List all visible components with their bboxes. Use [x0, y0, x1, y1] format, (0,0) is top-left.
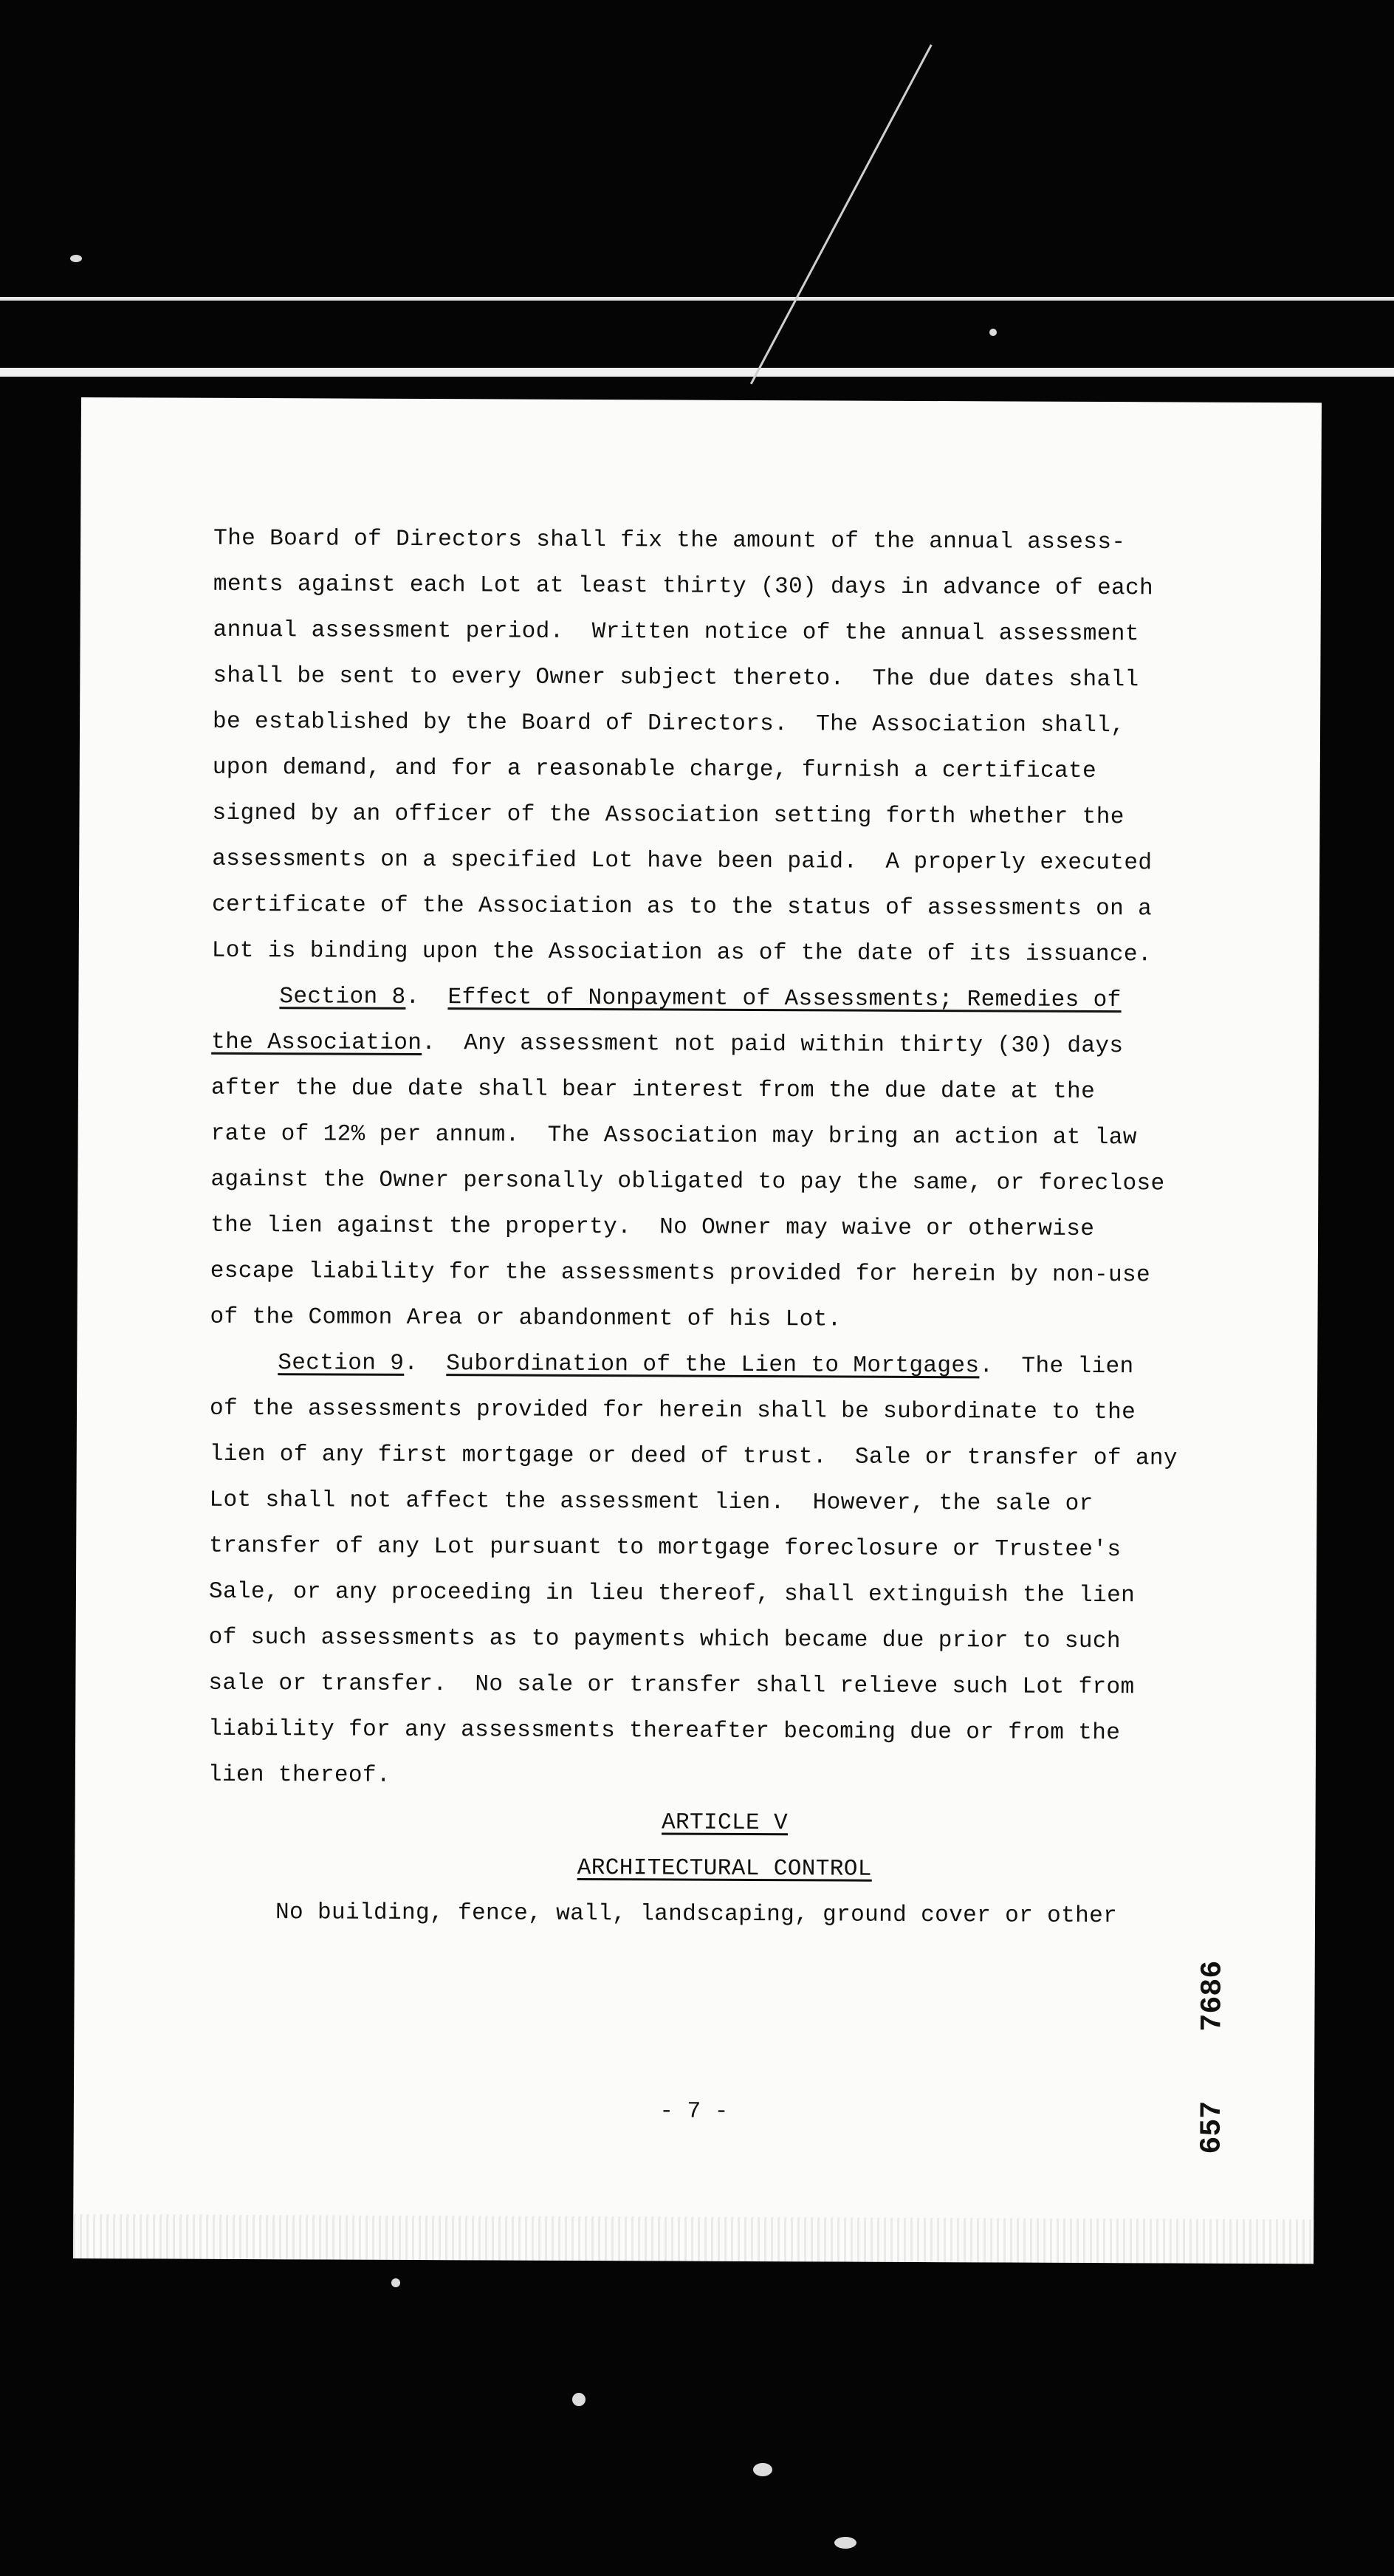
text-line: No building, fence, wall, landscaping, ground cover or other [275, 1900, 1118, 1930]
recording-book-number: 7686 [1196, 1960, 1230, 2032]
text-line: Lot is binding upon the Association as of the date of its issuance. [211, 937, 1152, 968]
section-8-title-continued: the Association [211, 1029, 422, 1057]
text-line: Lot shall not affect the assessment lien. However, the sale or [209, 1487, 1093, 1517]
scan-speck [391, 2278, 400, 2287]
text-line: of the Common Area or abandonment of his Lot. [210, 1304, 842, 1333]
document-body [207, 516, 1247, 1940]
scan-artifact-band [0, 368, 1394, 377]
scan-noise-strip [73, 2214, 1314, 2264]
section-8-heading-line-2 [211, 1020, 1245, 1070]
text-line: certificate of the Association as to the status of assessments on a [211, 891, 1153, 922]
text-line: of the assessments provided for herein shall be subordinate to the [209, 1395, 1136, 1426]
text-line: shall be sent to every Owner subject thereto. The due dates shall [213, 662, 1139, 693]
text-line: The Board of Directors shall fix the amount of the annual assess- [213, 525, 1126, 556]
scan-artifact-band [0, 297, 1394, 301]
text-line: against the Owner personally obligated to pay the same, or foreclose [210, 1166, 1165, 1197]
scan-speck [834, 2537, 856, 2549]
section-8-heading-line: Section 8. Effect of Nonpayment of Assessments; Remedies of [279, 984, 1122, 1014]
recording-page-number: 657 [1195, 2100, 1229, 2154]
text-line: lien of any first mortgage or deed of trust. Sale or transfer of any [209, 1441, 1178, 1472]
scan-speck [989, 329, 997, 336]
scan-speck [572, 2393, 586, 2406]
text-line: transfer of any Lot pursuant to mortgage foreclosure or Trustee's [209, 1532, 1122, 1563]
section-8-label: Section 8 [279, 984, 406, 1010]
section-8-title: Effect of Nonpayment of Assessments; Remedies of [447, 984, 1122, 1014]
text-line: rate of 12% per annum. The Association may bring an action at law [210, 1120, 1137, 1151]
article-number: ARTICLE V [661, 1809, 789, 1837]
text-line: assessments on a specified Lot have been paid. A properly executed [212, 846, 1153, 877]
paragraph-assessment-notice [212, 516, 1248, 979]
text-line: the lien against the property. No Owner may waive or otherwise [210, 1212, 1095, 1242]
text-line: liability for any assessments thereafter becoming due or from the [208, 1716, 1121, 1747]
text-line: signed by an officer of the Association setting forth whether the [212, 800, 1125, 831]
scan-speck [753, 2463, 772, 2476]
text-line: escape liability for the assessments provided for herein by non-use [210, 1258, 1151, 1289]
article-5 [207, 1798, 1242, 1940]
section-8 [210, 974, 1245, 1345]
scan-speck [70, 255, 82, 262]
text-segment: . The lien [979, 1353, 1134, 1380]
page-number: - 7 - [659, 2098, 729, 2125]
recording-stamp [1196, 1961, 1241, 2168]
text-line: Sale, or any proceeding in lieu thereof, shall extinguish the lien [208, 1578, 1136, 1609]
section-9-title: Subordination of the Lien to Mortgages [446, 1351, 980, 1380]
text-line: sale or transfer. No sale or transfer shall relieve such Lot from [208, 1670, 1135, 1701]
section-9 [208, 1340, 1244, 1803]
article-title: ARCHITECTURAL CONTROL [577, 1854, 872, 1883]
text-line: ments against each Lot at least thirty (30) days in advance of each [213, 571, 1154, 602]
text-line: of such assessments as to payments which became due prior to such [208, 1624, 1121, 1655]
text-line: annual assessment period. Written notice of the annual assessment [213, 617, 1139, 648]
text-line: be established by the Board of Directors. The Association shall, [213, 708, 1125, 739]
section-9-heading-line: Section 9. Subordination of the Lien to Mortgages. The lien [278, 1350, 1134, 1380]
section-9-label: Section 9 [278, 1350, 405, 1377]
text-line: lien thereof. [207, 1761, 391, 1789]
text-line: upon demand, and for a reasonable charge, furnish a certificate [212, 754, 1097, 785]
text-segment: . Any assessment not paid within thirty (30) days [422, 1030, 1124, 1060]
scan-artifact-line [750, 44, 933, 385]
document-page [73, 397, 1322, 2264]
text-line: after the due date shall bear interest from the due date at the [210, 1075, 1096, 1106]
